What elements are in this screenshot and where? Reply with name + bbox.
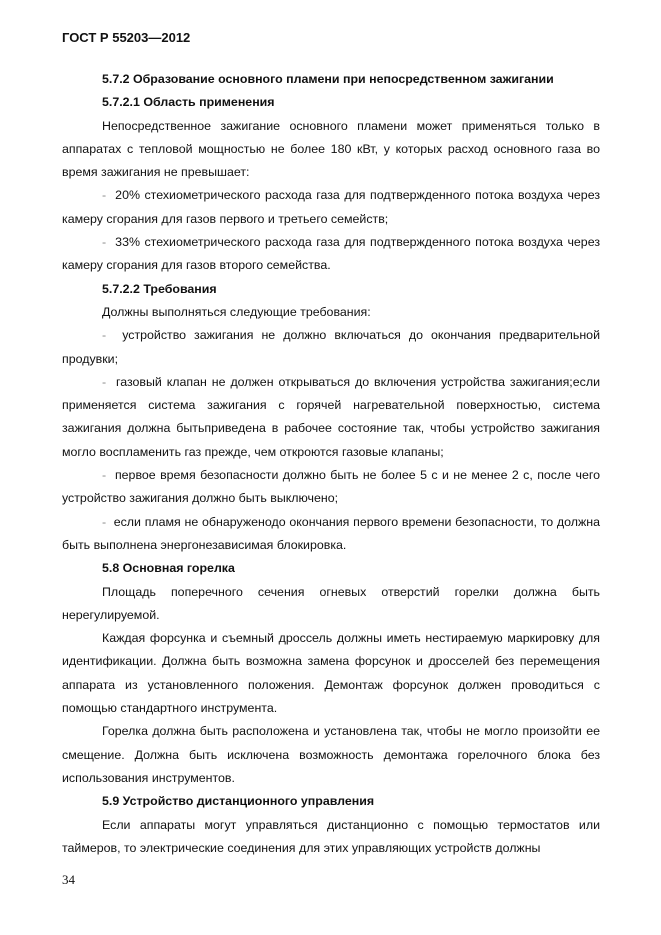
list-item-text: 33% стехиометрического расхода газа для подтвержденного потока воздуха через камеру сгорания для газов второго семейства. [62, 235, 600, 273]
section-5-7-2-2-heading: 5.7.2.2 Требования [102, 281, 217, 296]
document-code-header: ГОСТ Р 55203—2012 [62, 30, 191, 45]
list-item [62, 231, 600, 278]
paragraph: Каждая форсунка и съемный дроссель должны иметь нестираемую маркировку для идентификации. Должна быть возможна замена форсунок и дросселей без перемещения аппарата из установленного положения. Демонтаж форсунок должен проводиться с помощью стандартного инструмента. [62, 631, 600, 716]
list-item [62, 464, 600, 511]
list-item-text: газовый клапан не должен открываться до включения устройства зажигания;если применяется система зажигания с горячей нагревательной поверхностью, система зажигания должна бытьприведена в рабочее состояние так, чтобы устройство зажигания могло воспламенить газ прежде, чем откроются газовые клапаны; [62, 374, 600, 459]
paragraph: Горелка должна быть расположена и установлена так, чтобы не могло произойти ее смещение. Должна быть исключена возможность демонтажа горелочного блока без использования инструментов. [62, 724, 600, 785]
list-dash: - [102, 468, 107, 483]
list-dash: - [102, 514, 107, 529]
list-dash: - [102, 188, 107, 203]
list-dash: - [102, 328, 107, 343]
list-item-text: первое время безопасности должно быть не более 5 с и не менее 2 с, после чего устройство зажигания должно быть выключено; [62, 468, 600, 506]
page-number: 34 [62, 872, 75, 887]
list-item-text: если пламя не обнаруженодо окончания первого времени безопасности, то должна быть выполнена энергонезависимая блокировка. [62, 514, 600, 552]
paragraph: Если аппараты могут управляться дистанционно с помощью термостатов или таймеров, то электрические соединения для этих управляющих устройств должны [62, 817, 600, 855]
section-5-9-heading: 5.9 Устройство дистанционного управления [102, 794, 375, 809]
list-dash: - [102, 374, 107, 389]
list-item [62, 184, 600, 231]
list-item-text: 20% стехиометрического расхода газа для подтвержденного потока воздуха через камеру сгорания для газов первого и третьего семейств; [62, 188, 600, 226]
list-item [62, 511, 600, 558]
paragraph: Непосредственное зажигание основного пламени может применяться только в аппаратах с тепловой мощностью не более 180 кВт, у которых расход основного газа во время зажигания не превышает: [62, 118, 600, 180]
section-5-7-2-1-heading: 5.7.2.1 Область применения [102, 95, 275, 110]
section-5-8-heading: 5.8 Основная горелка [102, 561, 235, 576]
paragraph: Площадь поперечного сечения огневых отверстий горелки должна быть нерегулируемой. [62, 584, 600, 622]
section-5-7-2-heading: 5.7.2 Образование основного пламени при непосредственном зажигании [102, 72, 554, 86]
list-item [62, 371, 600, 464]
list-item [62, 324, 600, 371]
paragraph: Должны выполняться следующие требования: [102, 304, 371, 319]
document-body [62, 68, 600, 860]
list-item-text: устройство зажигания не должно включаться до окончания предварительной продувки; [62, 328, 600, 366]
list-dash: - [102, 235, 107, 250]
